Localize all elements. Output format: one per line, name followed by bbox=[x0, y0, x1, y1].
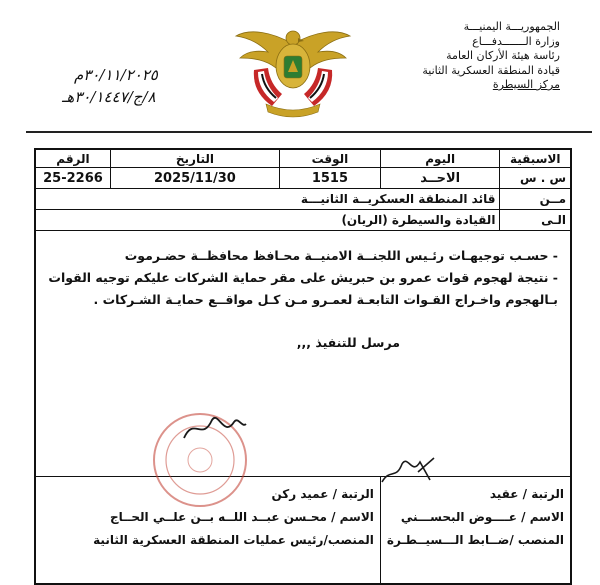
signature-row bbox=[35, 477, 571, 585]
right-name: الاسم / عــــوض البحســـني bbox=[400, 510, 564, 524]
day-value: الاحــد bbox=[380, 168, 500, 189]
priority-value: س . س bbox=[500, 168, 571, 189]
from-value: قائد المنطقة العسكريــة الثانيـــة bbox=[35, 189, 500, 210]
org-line-command: قيادة المنطقة العسكرية الثانية bbox=[422, 63, 560, 77]
yemen-eagle-emblem-icon bbox=[232, 14, 354, 118]
left-position: المنصب/رئيس عمليات المنطقة العسكرية الثانية bbox=[93, 533, 374, 547]
letter-body bbox=[35, 231, 571, 477]
day-header: اليوم bbox=[380, 149, 500, 168]
handwritten-gregorian-date: ٣٠/١١/٢٠٢٥م bbox=[74, 66, 158, 84]
letter-line-2: - نتيجة لهجوم قوات عمرو بن حبريش على مقر حماية الشركات عليكم توجيه القوات bbox=[48, 270, 558, 285]
right-rank: الرتبة / عقيد bbox=[489, 487, 564, 501]
right-position: المنصب /ضــابط الـــسيــطـرة bbox=[386, 533, 564, 547]
left-rank: الرتبة / عميد ركن bbox=[271, 487, 374, 501]
handwritten-dates bbox=[60, 64, 180, 122]
org-line-staff: رئاسة هيئة الأركان العامة bbox=[446, 49, 560, 62]
org-line-ministry: وزارة الـــــــدفـــاع bbox=[472, 34, 560, 48]
table-values-row bbox=[35, 168, 571, 189]
org-line-country: الجمهوريـــة اليمنيـــة bbox=[463, 20, 560, 33]
organization-header bbox=[390, 20, 560, 93]
to-label: الـى bbox=[500, 210, 571, 231]
letter-body-row bbox=[35, 231, 571, 477]
letter-line-1: - حسـب توجيهـات رئـيس اللجنــة الامنيــة محـافظ محافظــة حضـرموت bbox=[124, 248, 558, 263]
letter-line-3: بـالهجوم واخـراج القـوات التابعـة لعمـرو مـن كـل مواقــع حمايـة الشـركات . bbox=[93, 292, 558, 307]
date-header: التاريخ bbox=[110, 149, 279, 168]
header-divider bbox=[26, 131, 592, 133]
message-form-table bbox=[34, 148, 572, 585]
to-value: القيادة والسيطرة (الريان) bbox=[35, 210, 500, 231]
time-value: 1515 bbox=[279, 168, 380, 189]
number-header: الرقم bbox=[35, 149, 110, 168]
to-row bbox=[35, 210, 571, 231]
priority-header: الاسبقية bbox=[500, 149, 571, 168]
from-row bbox=[35, 189, 571, 210]
number-value: 25-2266 bbox=[35, 168, 110, 189]
from-label: مــن bbox=[500, 189, 571, 210]
send-for-execution: مرسل للتنفيذ ,,, bbox=[296, 335, 400, 350]
letter-text bbox=[36, 231, 570, 311]
time-header: الوقت bbox=[279, 149, 380, 168]
left-signature-mark-icon bbox=[180, 408, 250, 448]
date-value: 2025/11/30 bbox=[110, 168, 279, 189]
left-name: الاسم / محـسن عبــد اللــه بــن علــي الحــاج bbox=[110, 510, 374, 524]
table-header-row bbox=[35, 149, 571, 168]
right-signature-mark-icon bbox=[378, 450, 438, 490]
handwritten-hijri-date: ٨/ج/٣٠/١٤٤٧هـ bbox=[62, 88, 156, 106]
right-signature-block bbox=[380, 477, 571, 585]
org-line-control-center: مركز السيطرة bbox=[492, 78, 560, 91]
